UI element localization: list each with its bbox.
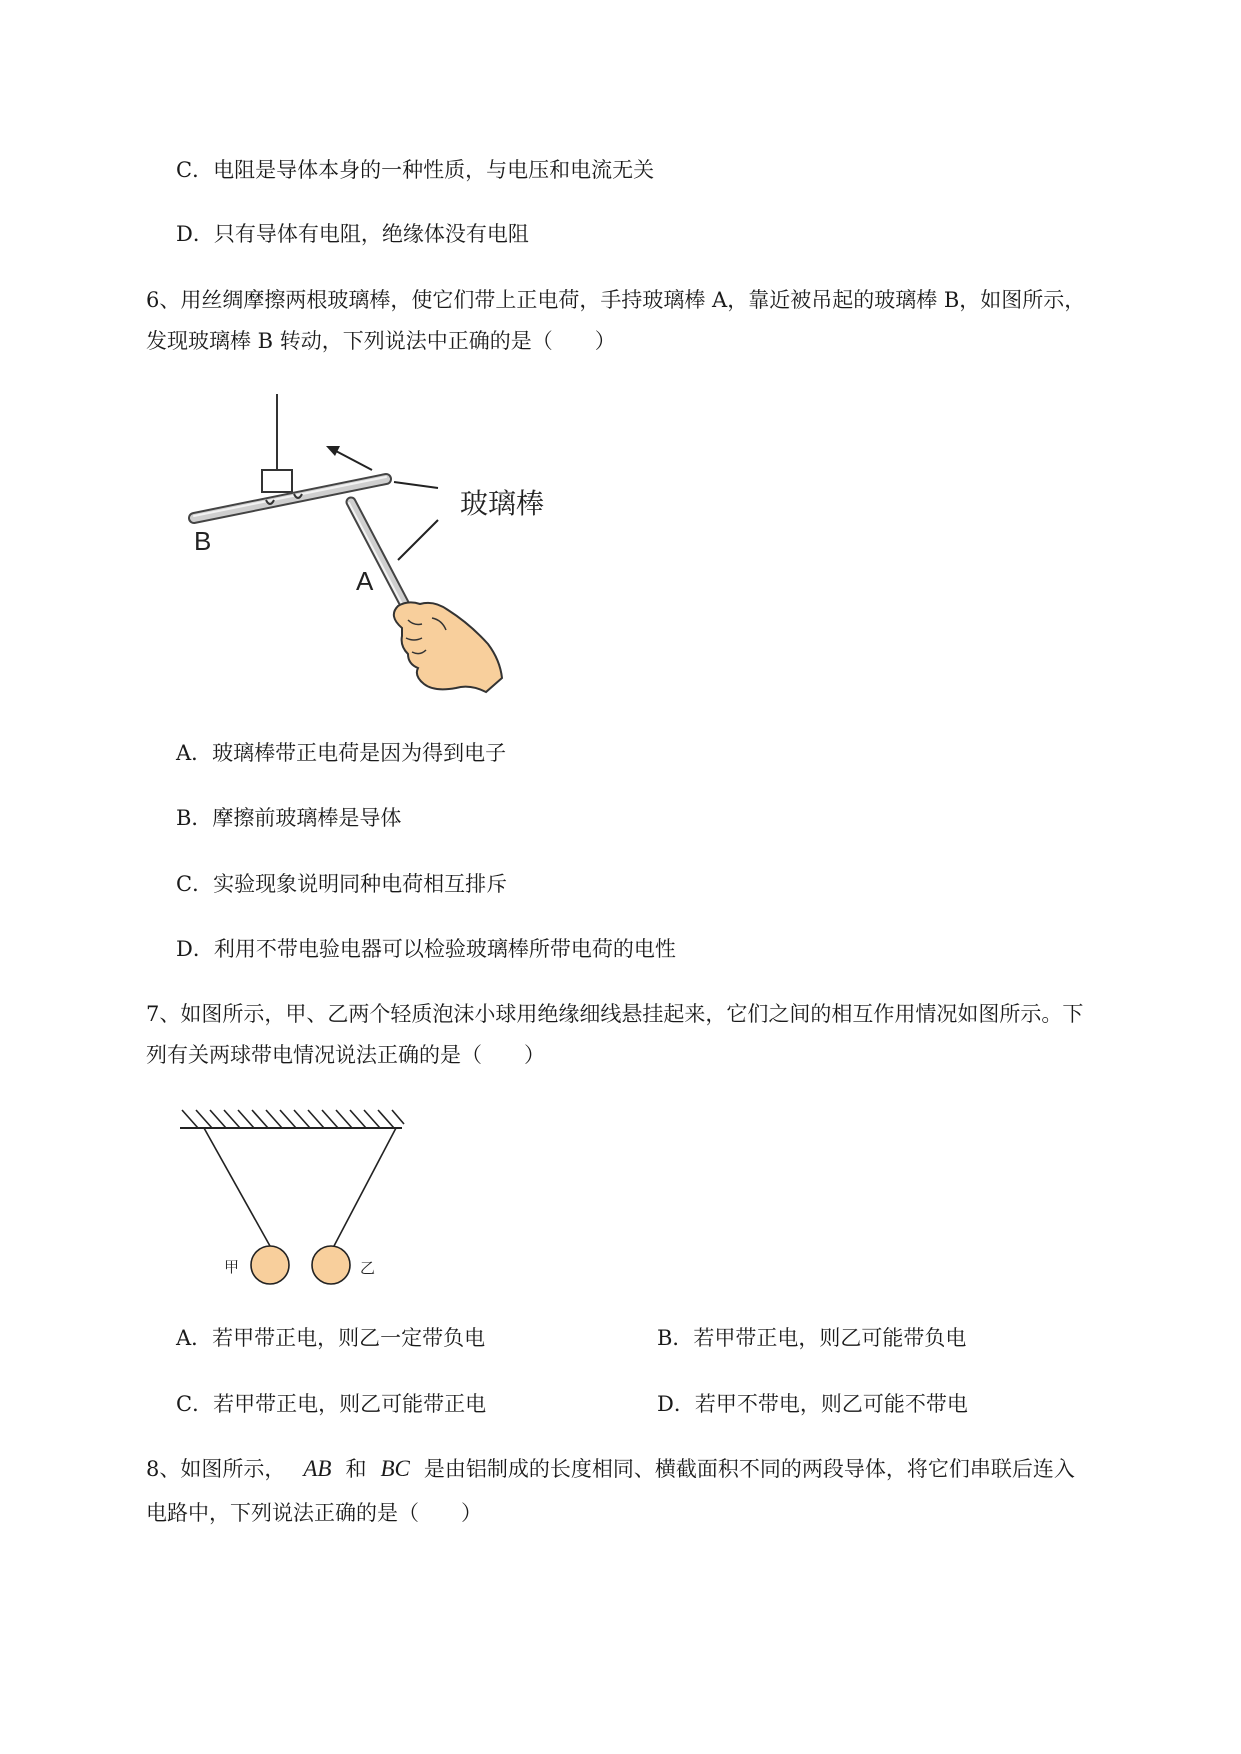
hand-icon <box>394 602 502 692</box>
q8-stem-prefix: 8、如图所示， <box>146 1457 286 1481</box>
label-yi: 乙 <box>360 1260 376 1277</box>
q6-stem-line1: 6、用丝绸摩擦两根玻璃棒，使它们带上正电荷，手持玻璃棒 A，靠近被吊起的玻璃棒 B，如图所示， <box>146 288 1086 312</box>
rotation-arrow <box>326 446 372 470</box>
q8-conductor-ab: AB <box>303 1456 332 1481</box>
q8-conductor-bc: BC <box>380 1456 410 1481</box>
q6-option-c: C．实验现象说明同种电荷相互排斥 <box>176 872 508 896</box>
ball-jia <box>251 1246 289 1284</box>
q6-option-b: B．摩擦前玻璃棒是导体 <box>176 806 402 830</box>
q8-conj: 和 <box>345 1457 367 1481</box>
label-rod-a: A <box>356 566 374 596</box>
q7-option-a: A．若甲带正电，则乙一定带负电 <box>176 1326 486 1350</box>
ceiling-hatch <box>182 1110 404 1128</box>
thread-yi <box>334 1128 396 1246</box>
q8-stem-line1 <box>146 1455 1075 1483</box>
thread-jia <box>204 1128 270 1246</box>
q7-figure-hanging-balls <box>170 1098 420 1298</box>
q7-option-b: B．若甲带正电，则乙可能带负电 <box>657 1326 967 1350</box>
q7-stem-line1: 7、如图所示，甲、乙两个轻质泡沫小球用绝缘细线悬挂起来，它们之间的相互作用情况如图所示。下 <box>146 1002 1084 1026</box>
ball-yi <box>312 1246 350 1284</box>
q5-option-d: D．只有导体有电阻，绝缘体没有电阻 <box>176 222 529 246</box>
q5-option-c: C．电阻是导体本身的一种性质，与电压和电流无关 <box>176 158 655 182</box>
q6-figure-glass-rods <box>180 390 560 710</box>
q6-stem-line2: 发现玻璃棒 B 转动，下列说法中正确的是（ ） <box>146 329 616 353</box>
q7-option-d: D．若甲不带电，则乙可能不带电 <box>657 1392 968 1416</box>
label-rod-b: B <box>194 526 212 556</box>
suspension-clip <box>262 470 292 492</box>
q6-option-a: A．玻璃棒带正电荷是因为得到电子 <box>176 741 507 765</box>
label-jia: 甲 <box>224 1259 240 1276</box>
label-glass-rod: 玻璃棒 <box>460 488 545 519</box>
q8-stem-line2: 电路中，下列说法正确的是（ ） <box>146 1501 482 1525</box>
q8-stem-suffix: 是由铝制成的长度相同、横截面积不同的两段导体，将它们串联后连入 <box>423 1457 1075 1481</box>
q7-option-c: C．若甲带正电，则乙可能带正电 <box>176 1392 487 1416</box>
q7-stem-line2: 列有关两球带电情况说法正确的是（ ） <box>146 1043 545 1067</box>
q6-option-d: D．利用不带电验电器可以检验玻璃棒所带电荷的电性 <box>176 937 676 961</box>
